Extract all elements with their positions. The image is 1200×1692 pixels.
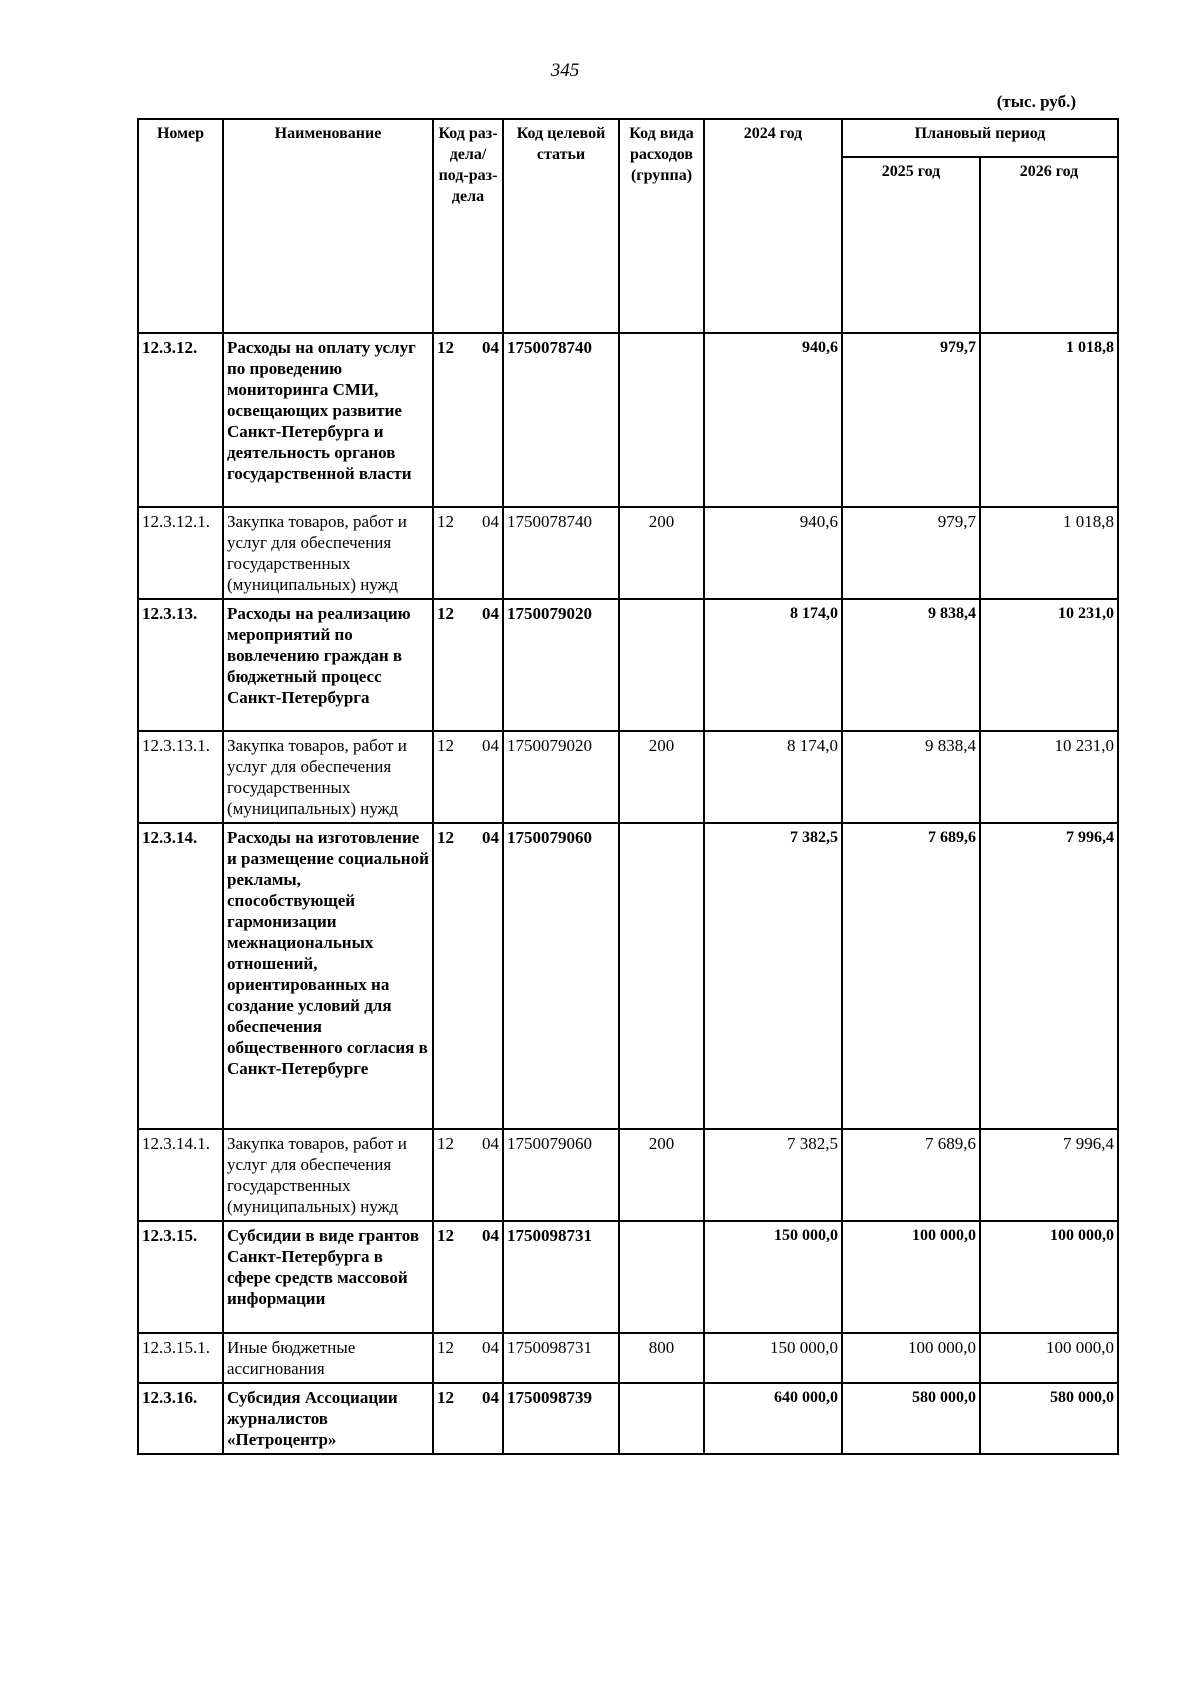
row-expense-type	[619, 1383, 704, 1454]
row-amount-2025: 9 838,4	[842, 599, 980, 731]
page-number: 345	[550, 60, 580, 81]
row-target-code: 1750078740	[503, 333, 619, 507]
table-row	[138, 1221, 1118, 1333]
row-section: 12	[437, 604, 454, 623]
row-expense-type: 200	[619, 507, 704, 599]
header-year-2024: 2024 год	[704, 119, 842, 333]
row-expense-type: 200	[619, 731, 704, 823]
row-amount-2026: 10 231,0	[980, 599, 1118, 731]
row-number: 12.3.12.	[138, 333, 223, 507]
header-name: Наименование	[223, 119, 433, 333]
row-number: 12.3.13.1.	[138, 731, 223, 823]
header-number: Номер	[138, 119, 223, 333]
row-name: Закупка товаров, работ и услуг для обеспечения государственных (муниципальных) нужд	[223, 731, 433, 823]
row-amount-2026: 10 231,0	[980, 731, 1118, 823]
row-target-code: 1750078740	[503, 507, 619, 599]
table-body	[138, 333, 1118, 1454]
budget-table	[137, 118, 1119, 1455]
row-name: Субсидия Ассоциации журналистов «Петроцентр»	[223, 1383, 433, 1454]
table-row	[138, 599, 1118, 731]
row-number: 12.3.13.	[138, 599, 223, 731]
header-planned-period: Плановый период	[842, 119, 1118, 157]
row-amount-2026: 100 000,0	[980, 1221, 1118, 1333]
row-section-code	[433, 1221, 503, 1333]
row-section-code	[433, 507, 503, 599]
row-amount-2024: 7 382,5	[704, 823, 842, 1129]
row-section: 12	[437, 828, 454, 847]
table-row	[138, 333, 1118, 507]
table-row	[138, 1383, 1118, 1454]
row-subsection: 04	[482, 736, 499, 755]
row-amount-2024: 7 382,5	[704, 1129, 842, 1221]
row-expense-type	[619, 599, 704, 731]
row-amount-2024: 150 000,0	[704, 1333, 842, 1383]
header-section: Код раз-дела/ под-раз-дела	[433, 119, 503, 333]
row-section: 12	[437, 1388, 454, 1407]
row-amount-2025: 9 838,4	[842, 731, 980, 823]
row-subsection: 04	[482, 1388, 499, 1407]
row-expense-type	[619, 823, 704, 1129]
row-section-code	[433, 823, 503, 1129]
units-label: (тыс. руб.)	[996, 92, 1076, 111]
row-section-code	[433, 333, 503, 507]
row-name: Закупка товаров, работ и услуг для обеспечения государственных (муниципальных) нужд	[223, 507, 433, 599]
row-section: 12	[437, 338, 454, 357]
row-amount-2026: 7 996,4	[980, 823, 1118, 1129]
row-amount-2024: 8 174,0	[704, 731, 842, 823]
row-name: Закупка товаров, работ и услуг для обеспечения государственных (муниципальных) нужд	[223, 1129, 433, 1221]
row-section-code	[433, 1129, 503, 1221]
row-name: Расходы на реализацию мероприятий по вовлечению граждан в бюджетный процесс Санкт-Петербурга	[223, 599, 433, 731]
row-name: Расходы на оплату услуг по проведению мониторинга СМИ, освещающих развитие Санкт-Петербурга и деятельность органов государственной власти	[223, 333, 433, 507]
row-number: 12.3.15.	[138, 1221, 223, 1333]
row-amount-2025: 580 000,0	[842, 1383, 980, 1454]
row-subsection: 04	[482, 512, 499, 531]
row-number: 12.3.15.1.	[138, 1333, 223, 1383]
row-amount-2026: 7 996,4	[980, 1129, 1118, 1221]
header-target: Код целевой статьи	[503, 119, 619, 333]
row-section-code	[433, 1383, 503, 1454]
row-number: 12.3.16.	[138, 1383, 223, 1454]
row-amount-2026: 100 000,0	[980, 1333, 1118, 1383]
row-number: 12.3.14.	[138, 823, 223, 1129]
table-row	[138, 1333, 1118, 1383]
row-section: 12	[437, 1338, 454, 1357]
header-year-2025: 2025 год	[842, 157, 980, 333]
row-amount-2024: 8 174,0	[704, 599, 842, 731]
row-section-code	[433, 731, 503, 823]
table-row	[138, 507, 1118, 599]
row-target-code: 1750098731	[503, 1221, 619, 1333]
row-section-code	[433, 599, 503, 731]
row-target-code: 1750079020	[503, 599, 619, 731]
row-amount-2024: 150 000,0	[704, 1221, 842, 1333]
header-expense-type: Код вида расходов (группа)	[619, 119, 704, 333]
row-amount-2024: 640 000,0	[704, 1383, 842, 1454]
row-expense-type	[619, 333, 704, 507]
row-expense-type	[619, 1221, 704, 1333]
row-section: 12	[437, 1226, 454, 1245]
table-row	[138, 731, 1118, 823]
row-target-code: 1750079060	[503, 823, 619, 1129]
row-amount-2025: 100 000,0	[842, 1333, 980, 1383]
row-subsection: 04	[482, 1338, 499, 1357]
row-number: 12.3.14.1.	[138, 1129, 223, 1221]
row-section: 12	[437, 512, 454, 531]
row-target-code: 1750098739	[503, 1383, 619, 1454]
table-row	[138, 823, 1118, 1129]
row-section-code	[433, 1333, 503, 1383]
row-amount-2025: 979,7	[842, 507, 980, 599]
row-section: 12	[437, 736, 454, 755]
row-target-code: 1750098731	[503, 1333, 619, 1383]
row-expense-type: 800	[619, 1333, 704, 1383]
row-subsection: 04	[482, 1226, 499, 1245]
row-subsection: 04	[482, 1134, 499, 1153]
header-year-2026: 2026 год	[980, 157, 1118, 333]
row-section: 12	[437, 1134, 454, 1153]
row-target-code: 1750079060	[503, 1129, 619, 1221]
row-subsection: 04	[482, 604, 499, 623]
row-amount-2026: 1 018,8	[980, 333, 1118, 507]
row-number: 12.3.12.1.	[138, 507, 223, 599]
row-target-code: 1750079020	[503, 731, 619, 823]
table-row	[138, 1129, 1118, 1221]
row-amount-2024: 940,6	[704, 507, 842, 599]
row-subsection: 04	[482, 828, 499, 847]
row-expense-type: 200	[619, 1129, 704, 1221]
row-amount-2025: 979,7	[842, 333, 980, 507]
row-subsection: 04	[482, 338, 499, 357]
row-name: Иные бюджетные ассигнования	[223, 1333, 433, 1383]
row-amount-2025: 7 689,6	[842, 823, 980, 1129]
row-name: Расходы на изготовление и размещение социальной рекламы, способствующей гармонизации межнациональных отношений, ориентированных на создание условий для обеспечения общественного согласия в Санкт-Петербурге	[223, 823, 433, 1129]
row-amount-2024: 940,6	[704, 333, 842, 507]
row-amount-2026: 1 018,8	[980, 507, 1118, 599]
row-amount-2025: 7 689,6	[842, 1129, 980, 1221]
row-amount-2025: 100 000,0	[842, 1221, 980, 1333]
row-amount-2026: 580 000,0	[980, 1383, 1118, 1454]
row-name: Субсидии в виде грантов Санкт-Петербурга в сфере средств массовой информации	[223, 1221, 433, 1333]
